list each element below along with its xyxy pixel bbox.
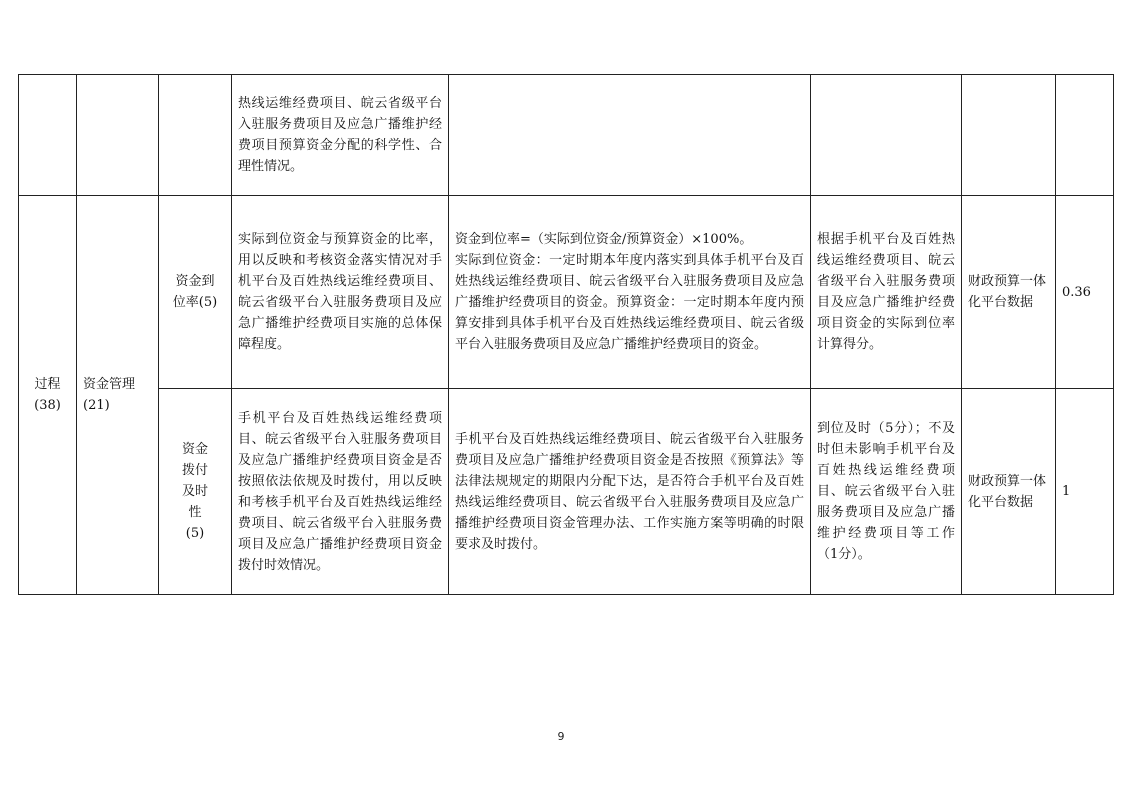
level2-indicator: 资金管理 (21): [77, 196, 159, 595]
criteria-cell: 到位及时（5分）；不及时但未影响手机平台及百姓热线运维经费项目、皖云省级平台入驻服务费项目及应急广播维护经费项目等工作（1分）。: [811, 389, 962, 595]
table-row-continued: [19, 75, 1114, 196]
cell-empty: [449, 75, 811, 196]
indicator-name: 资金到 位率(5): [159, 196, 232, 389]
formula-cell: 手机平台及百姓热线运维经费项目、皖云省级平台入驻服务费项目及应急广播维护经费项目资金是否按照《预算法》等法律法规规定的期限内分配下达，是否符合手机平台及百姓热线运维经费项目、皖云省级平台入驻服务费项目及应急广播维护经费项目资金管理办法、工作实施方案等明确的时限要求及时拨付。: [449, 389, 811, 595]
cell-empty: [811, 75, 962, 196]
page-number: 9: [557, 730, 565, 743]
score-cell: 1: [1056, 389, 1114, 595]
indicator-desc-cell: 实际到位资金与预算资金的比率，用以反映和考核资金落实情况对手机平台及百姓热线运维经费项目、皖云省级平台入驻服务费项目及应急广播维护经费项目实施的总体保障程度。: [232, 196, 449, 389]
indicator-desc-cell: 手机平台及百姓热线运维经费项目、皖云省级平台入驻服务费项目及应急广播维护经费项目资金是否按照依法依规及时拨付，用以反映和考核手机平台及百姓热线运维经费项目、皖云省级平台入驻服务费项目及应急广播维护经费项目资金拨付时效情况。: [232, 389, 449, 595]
cell-empty: [77, 75, 159, 196]
cell-empty: [19, 75, 77, 196]
cell-empty: [962, 75, 1056, 196]
table-row-fund-timeliness: [19, 389, 1114, 595]
score-cell: 0.36: [1056, 196, 1114, 389]
data-source-cell: 财政预算一体化平台数据: [962, 196, 1056, 389]
indicator-desc-cell: 热线运维经费项目、皖云省级平台入驻服务费项目及应急广播维护经费项目预算资金分配的科学性、合理性情况。: [232, 75, 449, 196]
table-row-fund-arrival: [19, 196, 1114, 389]
level1-indicator: 过程 (38): [19, 196, 77, 595]
cell-empty: [1056, 75, 1114, 196]
formula-cell: 资金到位率=（实际到位资金/预算资金）×100%。 实际到位资金：一定时期本年度内落实到具体手机平台及百姓热线运维经费项目、皖云省级平台入驻服务费项目及应急广播维护经费项目的资金。预算资金：一定时期本年度内预算安排到具体手机平台及百姓热线运维经费项目、皖云省级平台入驻服务费项目及应急广播维护经费项目的资金。: [449, 196, 811, 389]
data-source-cell: 财政预算一体化平台数据: [962, 389, 1056, 595]
evaluation-table: [18, 74, 1114, 595]
criteria-cell: 根据手机平台及百姓热线运维经费项目、皖云省级平台入驻服务费项目及应急广播维护经费项目资金的实际到位率计算得分。: [811, 196, 962, 389]
indicator-name: 资金 拨付 及时 性 (5): [159, 389, 232, 595]
cell-empty: [159, 75, 232, 196]
